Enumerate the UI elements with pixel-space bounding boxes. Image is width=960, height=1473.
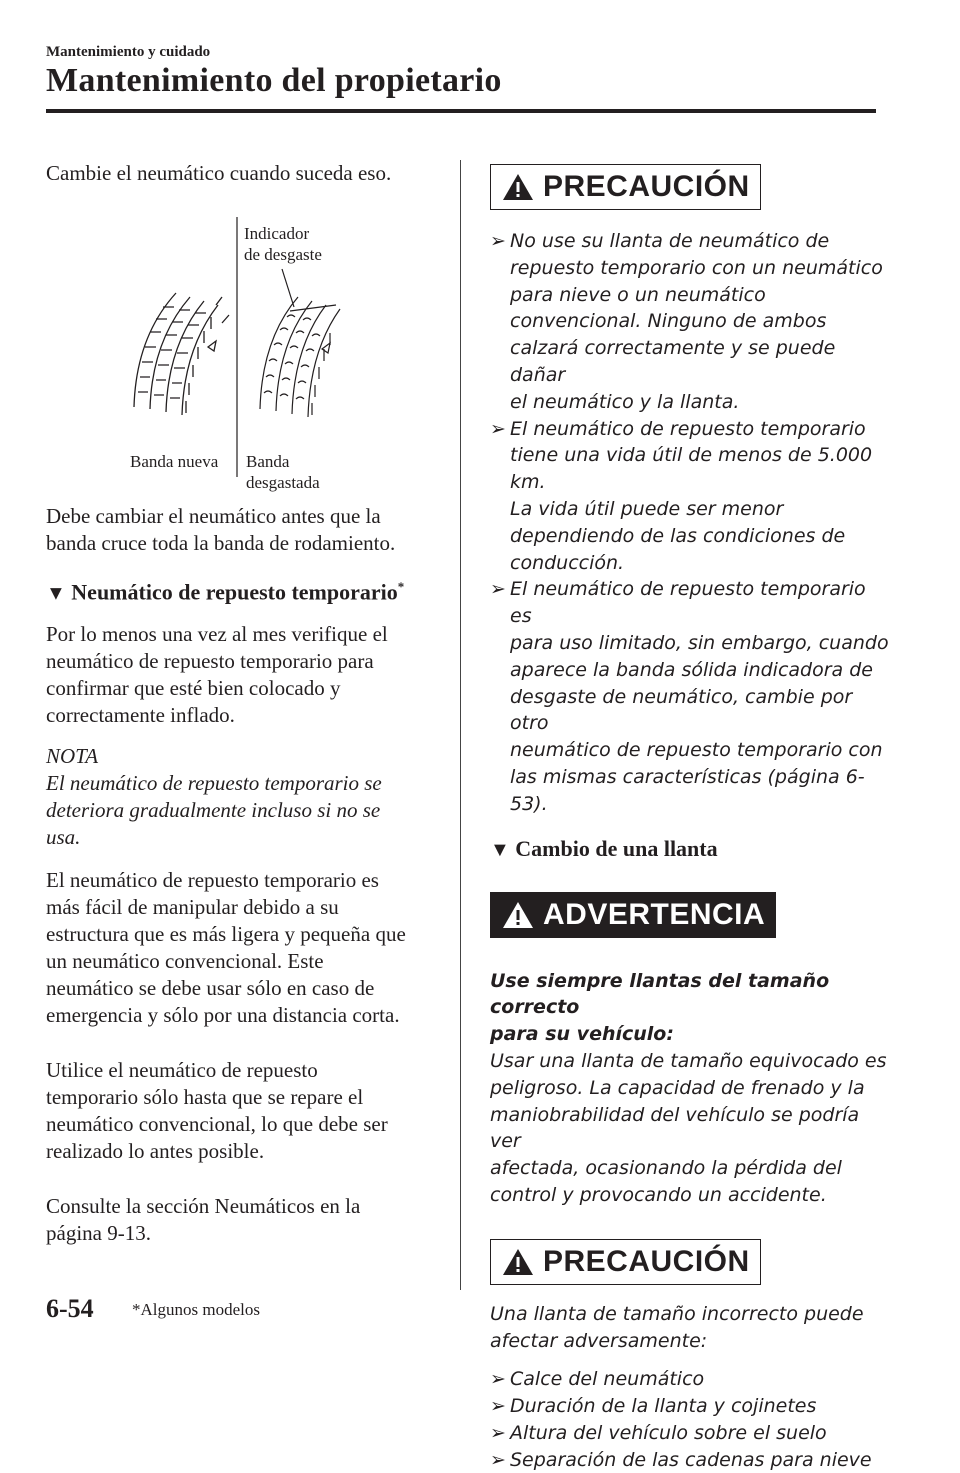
warning-triangle-icon [501, 172, 535, 202]
arrow-bullet-icon: ➢ [490, 1421, 506, 1444]
label-worn-tread: Banda desgastada [246, 452, 320, 492]
label-new-tread: Banda nueva [130, 452, 219, 471]
section-label: Mantenimiento y cuidado [46, 44, 211, 60]
caution-item: ➢ No use su llanta de neumático de repuesto temporario con un neumático para nieve o un neumático convencional. Ninguno de ambos calzará correctamente y se puede dañar el neumático y la llanta. [490, 230, 883, 413]
label-indicator: Indicador de desgaste [244, 224, 322, 264]
arrow-bullet-icon: ➢ [490, 1368, 506, 1391]
warning-bold-text: Use siempre llantas del tamaño correcto para su vehículo: [490, 969, 830, 1046]
intro-text: Cambie el neumático cuando suceda eso. [46, 161, 392, 185]
caution2-item: ➢ Calce del neumático [490, 1366, 890, 1393]
caution2-item: ➢ Duración de la llanta y cojinetes [490, 1393, 890, 1420]
caution2-intro: Una llanta de tamaño incorrecto puede afectar adversamente: [490, 1302, 864, 1352]
tread-wear-figure [46, 187, 446, 492]
page-number: 6-54 [46, 1294, 94, 1323]
left-column [46, 160, 446, 1247]
precaution-box-1: PRECAUCIÓN [490, 164, 761, 210]
arrow-bullet-icon: ➢ [490, 417, 506, 440]
nota-title: NOTA [46, 744, 99, 769]
caution-list-1 [490, 228, 890, 818]
paragraph-check: Por lo menos una vez al mes verifique el neumático de repuesto temporario para confirmar que esté bien colocado y correctamente inflado. [46, 622, 388, 728]
arrow-bullet-icon: ➢ [490, 1395, 506, 1418]
paragraph-structure: El neumático de repuesto temporario es más fácil de manipular debido a su estructura que es más ligera y pequeña que un neumático convencional. Este neumático se debe usar sólo en caso de emergencia y sólo por una distancia corta. [46, 868, 406, 1028]
subhead-temporary-spare: ▼ Neumático de repuesto temporario* [46, 579, 405, 605]
warning-box: ADVERTENCIA [490, 892, 776, 938]
warning-text: Usar una llanta de tamaño equivocado es peligroso. La capacidad de frenado y la maniobrabilidad del vehículo se podría ver afectada, ocasionando la pérdida del control y provocando un accidente. [490, 1049, 887, 1206]
subhead-wheel-change: ▼ Cambio de una llanta [490, 835, 718, 861]
precaution-box-2: PRECAUCIÓN [490, 1239, 761, 1285]
caution2-item: ➢ Separación de las cadenas para nieve [490, 1447, 890, 1473]
caution-item: ➢ El neumático de repuesto temporario tiene una vida útil de menos de 5.000 km. La vida útil puede ser menor dependiendo de las condiciones de conducción. [490, 417, 873, 574]
column-divider [460, 160, 461, 1290]
replace-text: Debe cambiar el neumático antes que la banda cruce toda la banda de rodamiento. [46, 504, 396, 555]
warning-triangle-icon [501, 1247, 535, 1277]
arrow-bullet-icon: ➢ [490, 230, 506, 252]
warning-triangle-icon [501, 900, 535, 930]
right-column [490, 164, 890, 1473]
page-title: Mantenimiento del propietario [46, 62, 502, 99]
caution-item: ➢ El neumático de repuesto temporario es para uso limitado, sin embargo, cuando aparece la banda sólida indicadora de desgaste de neumático, cambie por otro neumático de repuesto temporario con las mismas características (página 6-53). [490, 578, 889, 815]
footnote: *Algunos modelos [132, 1300, 260, 1319]
nota-text: El neumático de repuesto temporario se deteriora gradualmente incluso si no se usa. [46, 771, 382, 850]
caution2-item: ➢ Altura del vehículo sobre el suelo [490, 1420, 890, 1447]
paragraph-use-until: Utilice el neumático de repuesto temporario sólo hasta que se repare el neumático convencional, lo que debe ser realizado lo antes posible. [46, 1058, 388, 1164]
arrow-bullet-icon: ➢ [490, 1448, 506, 1471]
caution-list-2 [490, 1366, 890, 1473]
arrow-bullet-icon: ➢ [490, 578, 506, 601]
header-rule [46, 109, 876, 113]
paragraph-reference: Consulte la sección Neumáticos en la página 9-13. [46, 1194, 361, 1246]
